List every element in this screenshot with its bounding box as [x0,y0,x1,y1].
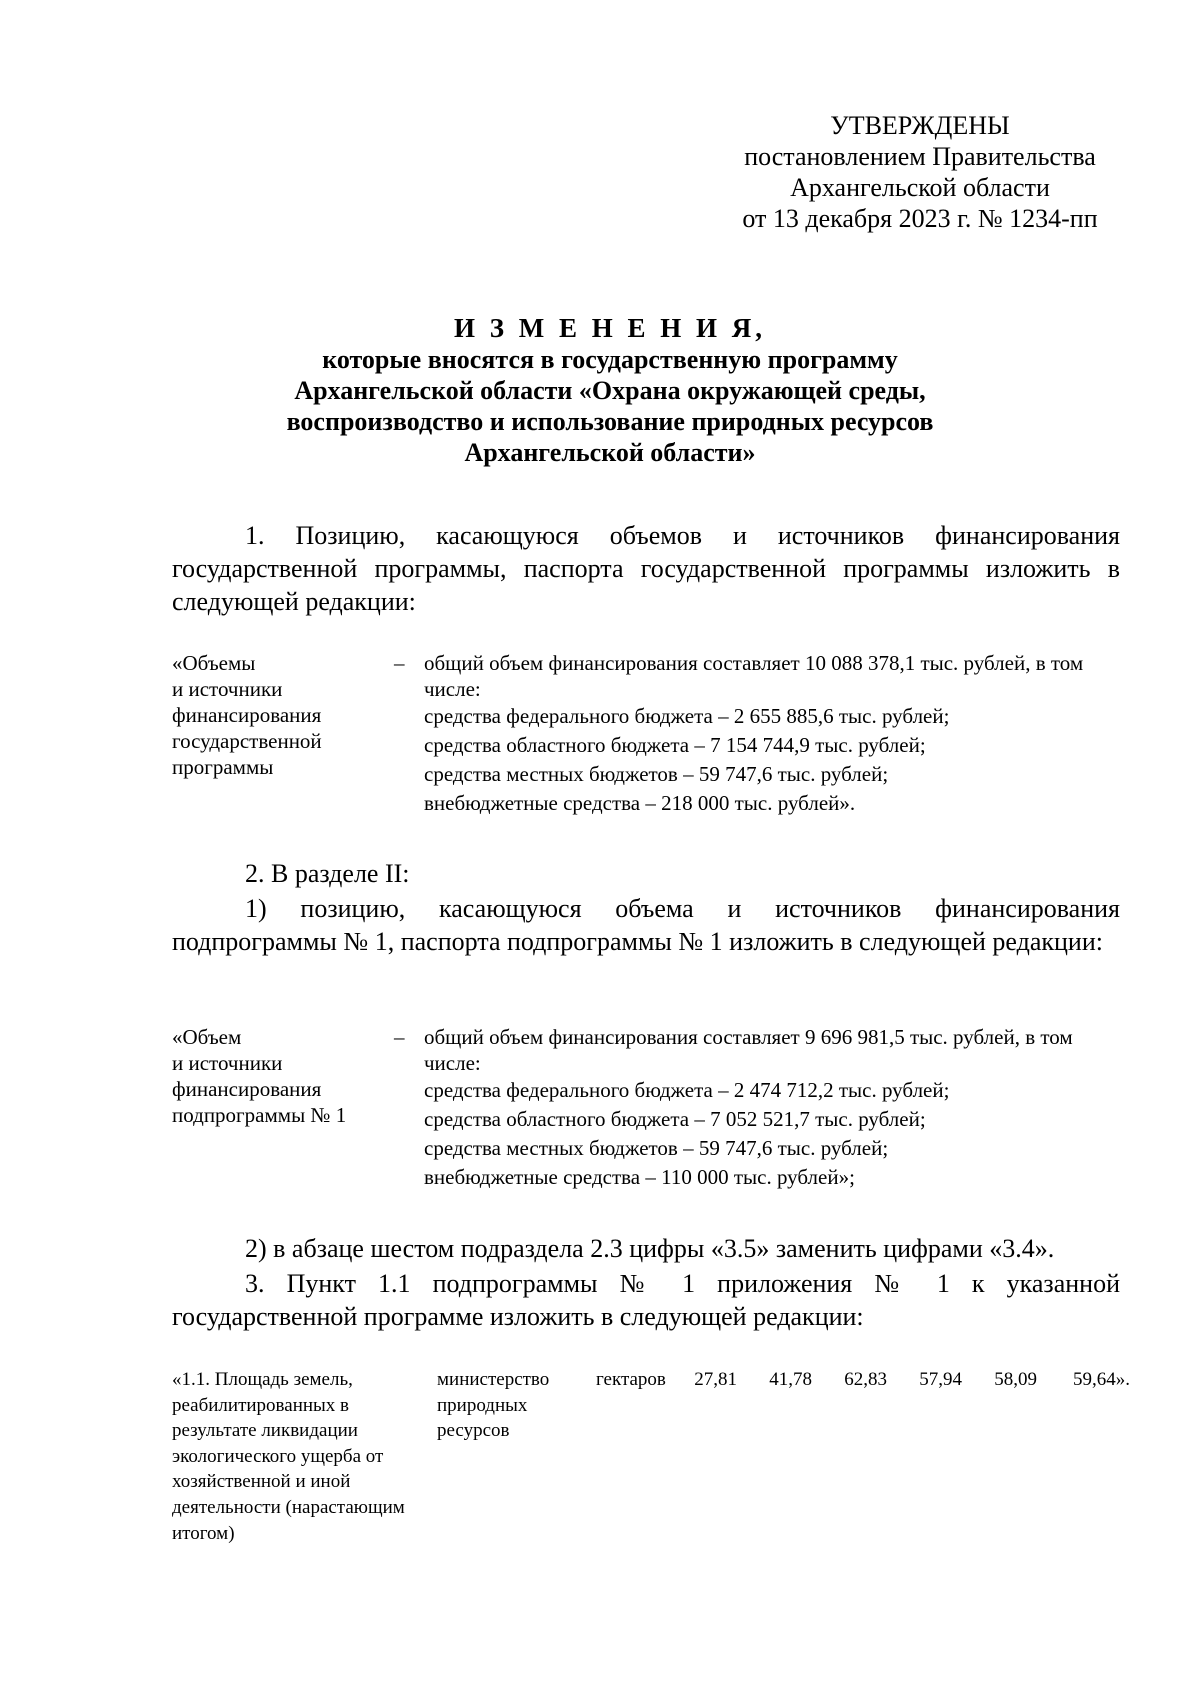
title-line: воспроизводство и использование природных ресурсов [286,407,934,436]
financing-federal: средства федерального бюджета – 2 474 712,2 тыс. рублей; [424,1078,950,1102]
title-line: Архангельской области» [464,438,756,467]
financing-offbudget: внебюджетные средства – 218 000 тыс. рублей». [424,791,856,815]
item-2-heading: 2. В разделе II: [245,859,410,888]
financing-label: «Объем и источники финансирования подпрограммы № 1 [172,1025,347,1127]
indicator-value: 27,81 [694,1369,737,1390]
financing-federal: средства федерального бюджета – 2 655 885,6 тыс. рублей; [424,704,950,728]
financing-offbudget: внебюджетные средства – 110 000 тыс. рублей»; [424,1165,855,1189]
indicator-name: «1.1. Площадь земель, реабилитированных в результате ликвидации экологического ущерба от хозяйственной и иной деятельности (нарастающим итогом) [172,1369,405,1544]
indicator-unit: гектаров [596,1369,666,1390]
indicator-value: 59,64». [1073,1369,1130,1390]
item-2-sub-1: 1) позицию, касающуюся объема и источников финансирования подпрограммы № 1, паспорта подпрограммы № 1 изложить в следующей редакции: [172,894,1120,956]
title-line: которые вносятся в государственную программу [322,345,898,374]
financing-dash: – [394,1025,405,1049]
item-1-paragraph: 1. Позицию, касающуюся объемов и источников финансирования государственной программы, паспорта государственной программы изложить в следующей редакции: [172,521,1120,616]
item-2-sub-2: 2) в абзаце шестом подраздела 2.3 цифры «3.5» заменить цифрами «3.4». [245,1234,1055,1263]
financing-values [424,1024,1134,1192]
financing-regional: средства областного бюджета – 7 052 521,7 тыс. рублей; [424,1107,926,1131]
financing-label: «Объемы и источники финансирования государственной программы [172,651,322,779]
financing-regional: средства областного бюджета – 7 154 744,9 тыс. рублей; [424,733,926,757]
approval-line: постановлением Правительства [744,142,1096,171]
title-line: Архангельской области «Охрана окружающей среды, [294,376,926,405]
indicator-value: 58,09 [994,1369,1037,1390]
approval-stamp [690,110,1150,234]
indicator-value: 62,83 [844,1369,887,1390]
indicator-value: 41,78 [769,1369,812,1390]
document-title [170,313,1050,468]
financing-values [424,650,1134,818]
approval-line: от 13 декабря 2023 г. № 1234-пп [742,204,1098,233]
title-heading: И З М Е Н Е Н И Я, [453,313,766,343]
item-3-paragraph: 3. Пункт 1.1 подпрограммы № 1 приложения № 1 к указанной государственной программе изложить в следующей редакции: [172,1269,1120,1331]
approval-line: Архангельской области [790,173,1050,202]
approval-line: УТВЕРЖДЕНЫ [830,111,1010,140]
financing-local: средства местных бюджетов – 59 747,6 тыс. рублей; [424,1136,889,1160]
indicator-responsible: министерство природных ресурсов [437,1369,550,1442]
indicator-value: 57,94 [919,1369,962,1390]
financing-total: общий объем финансирования составляет 10 088 378,1 тыс. рублей, в том числе: [424,651,1084,701]
financing-dash: – [394,651,405,675]
financing-total: общий объем финансирования составляет 9 696 981,5 тыс. рублей, в том числе: [424,1025,1073,1075]
financing-local: средства местных бюджетов – 59 747,6 тыс. рублей; [424,762,889,786]
